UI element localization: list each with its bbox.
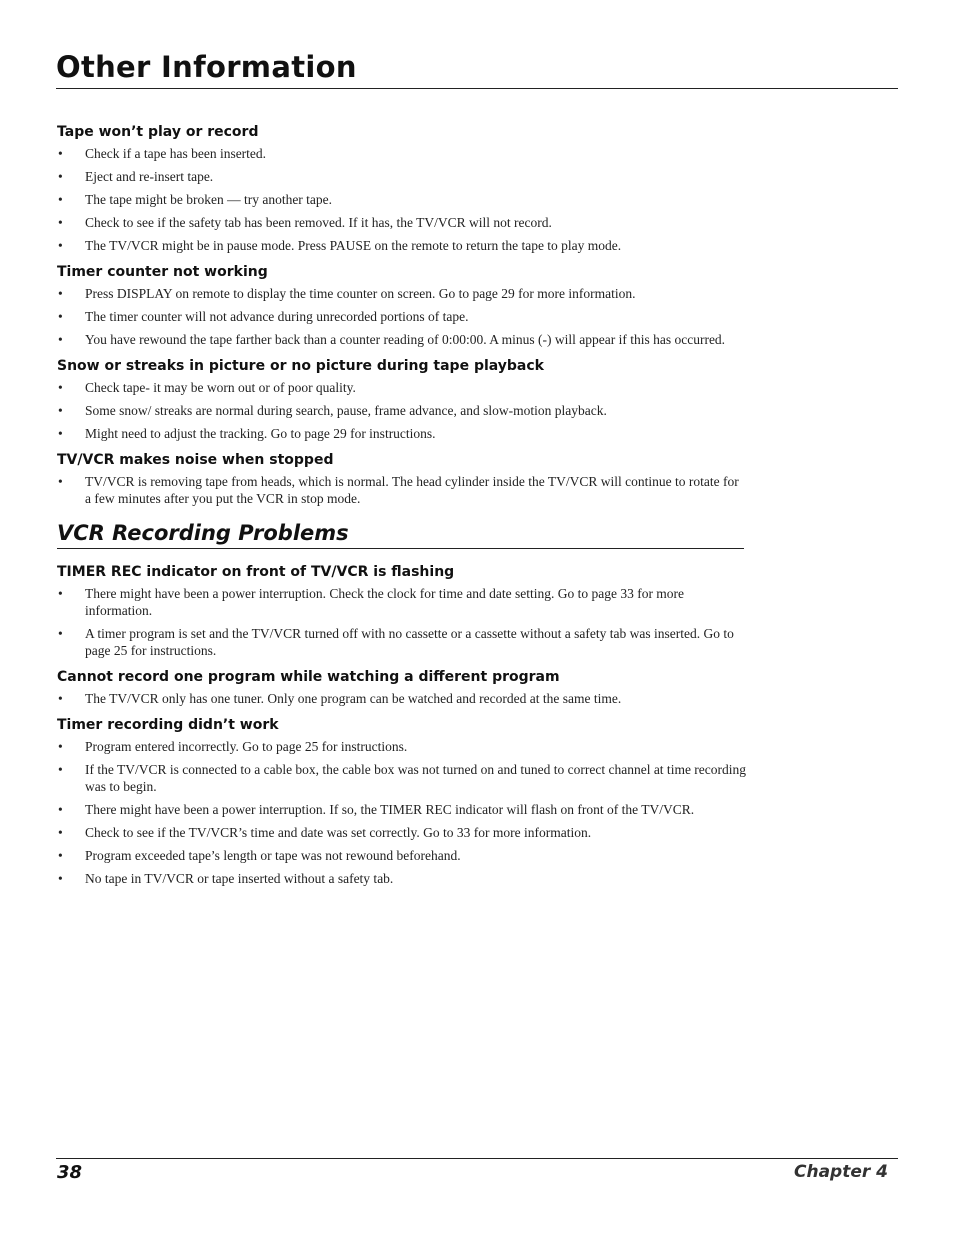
section-heading: Cannot record one program while watching a different program: [57, 669, 560, 685]
list-item-text: The tape might be broken — try another tape.: [85, 192, 333, 207]
bullet-list: [57, 690, 747, 707]
list-item: [57, 145, 747, 162]
bullet-icon: •: [58, 146, 63, 161]
list-item: [57, 870, 747, 887]
list-item-text: Press DISPLAY on remote to display the time counter on screen. Go to page 29 for more information.: [85, 286, 636, 301]
list-item: [57, 425, 747, 442]
section: [57, 358, 747, 442]
list-item: [57, 285, 747, 302]
bullet-icon: •: [58, 309, 63, 324]
section: [57, 669, 747, 707]
bullet-icon: •: [58, 739, 63, 754]
bullet-icon: •: [58, 380, 63, 395]
section-heading: Tape won’t play or record: [57, 124, 259, 140]
section-heading: TIMER REC indicator on front of TV/VCR is flashing: [57, 564, 455, 580]
bullet-icon: •: [58, 169, 63, 184]
bullet-icon: •: [58, 871, 63, 886]
list-item: [57, 168, 747, 185]
troubleshooting-sections: [57, 124, 747, 507]
list-item-text: Some snow/ streaks are normal during search, pause, frame advance, and slow-motion playback.: [85, 403, 607, 418]
list-item-text: No tape in TV/VCR or tape inserted without a safety tab.: [85, 871, 394, 886]
section: [57, 124, 747, 254]
list-item: [57, 237, 747, 254]
list-item: [57, 625, 747, 659]
section-heading: Timer counter not working: [57, 264, 268, 280]
list-item: [57, 308, 747, 325]
list-item-text: Check to see if the safety tab has been removed. If it has, the TV/VCR will not record.: [85, 215, 552, 230]
bullet-list: [57, 379, 747, 442]
list-item-text: Check to see if the TV/VCR’s time and date was set correctly. Go to 33 for more information.: [85, 825, 592, 840]
section-heading: TV/VCR makes noise when stopped: [57, 452, 334, 468]
section: [57, 264, 747, 348]
list-item: [57, 801, 747, 818]
list-item: [57, 761, 747, 795]
bullet-icon: •: [58, 586, 63, 601]
list-item-text: A timer program is set and the TV/VCR turned off with no cassette or a cassette without a safety tab was inserted. Go to page 25 for instructions.: [85, 626, 734, 658]
bullet-icon: •: [58, 691, 63, 706]
chapter-label: Chapter 4: [793, 1162, 888, 1182]
footer-rule: [56, 1158, 898, 1159]
list-item-text: Program exceeded tape’s length or tape was not rewound beforehand.: [85, 848, 461, 863]
list-item: [57, 585, 747, 619]
bullet-icon: •: [58, 762, 63, 777]
bullet-icon: •: [58, 215, 63, 230]
section-rule: [57, 548, 744, 549]
title-rule: [56, 88, 898, 89]
bullet-icon: •: [58, 403, 63, 418]
bullet-list: [57, 145, 747, 254]
section-heading: Timer recording didn’t work: [57, 717, 279, 733]
list-item-text: Eject and re-insert tape.: [85, 169, 214, 184]
bullet-icon: •: [58, 474, 63, 489]
list-item: [57, 379, 747, 396]
bullet-list: [57, 585, 747, 659]
list-item-text: The TV/VCR only has one tuner. Only one program can be watched and recorded at the same time.: [85, 691, 622, 706]
list-item: [57, 191, 747, 208]
section: [57, 452, 747, 507]
list-item: [57, 738, 747, 755]
bullet-icon: •: [58, 238, 63, 253]
list-item: [57, 847, 747, 864]
list-item-text: The timer counter will not advance during unrecorded portions of tape.: [85, 309, 469, 324]
bullet-icon: •: [58, 626, 63, 641]
list-item: [57, 473, 747, 507]
list-item-text: Might need to adjust the tracking. Go to page 29 for instructions.: [85, 426, 436, 441]
list-item: [57, 331, 747, 348]
list-item-text: TV/VCR is removing tape from heads, which is normal. The head cylinder inside the TV/VCR will continue to rotate for a few minutes after you put the VCR in stop mode.: [85, 474, 739, 506]
page-content: [57, 124, 747, 897]
section: [57, 717, 747, 887]
section-heading: Snow or streaks in picture or no picture during tape playback: [57, 358, 544, 374]
bullet-list: [57, 473, 747, 507]
list-item-text: Program entered incorrectly. Go to page 25 for instructions.: [85, 739, 408, 754]
list-item-text: There might have been a power interruption. Check the clock for time and date setting. Go to page 33 for more information.: [85, 586, 685, 618]
page-number: 38: [57, 1162, 83, 1183]
list-item-text: If the TV/VCR is connected to a cable box, the cable box was not turned on and tuned to correct channel at time recording was to begin.: [85, 762, 747, 794]
list-item: [57, 402, 747, 419]
list-item-text: Check tape- it may be worn out or of poor quality.: [85, 380, 356, 395]
list-item: [57, 690, 747, 707]
vcr-recording-problems-heading: VCR Recording Problems: [57, 521, 349, 545]
recording-sections: [57, 564, 747, 887]
bullet-icon: •: [58, 426, 63, 441]
bullet-icon: •: [58, 192, 63, 207]
section: [57, 564, 747, 659]
list-item: [57, 824, 747, 841]
list-item: [57, 214, 747, 231]
list-item-text: There might have been a power interruption. If so, the TIMER REC indicator will flash on front of the TV/VCR.: [85, 802, 695, 817]
bullet-icon: •: [58, 332, 63, 347]
bullet-list: [57, 738, 747, 887]
bullet-icon: •: [58, 825, 63, 840]
page-title: Other Information: [56, 50, 357, 84]
bullet-icon: •: [58, 848, 63, 863]
bullet-icon: •: [58, 802, 63, 817]
bullet-icon: •: [58, 286, 63, 301]
list-item-text: You have rewound the tape farther back than a counter reading of 0:00:00. A minus (-) will appear if this has occurred.: [85, 332, 726, 347]
bullet-list: [57, 285, 747, 348]
list-item-text: The TV/VCR might be in pause mode. Press PAUSE on the remote to return the tape to play mode.: [85, 238, 622, 253]
list-item-text: Check if a tape has been inserted.: [85, 146, 267, 161]
